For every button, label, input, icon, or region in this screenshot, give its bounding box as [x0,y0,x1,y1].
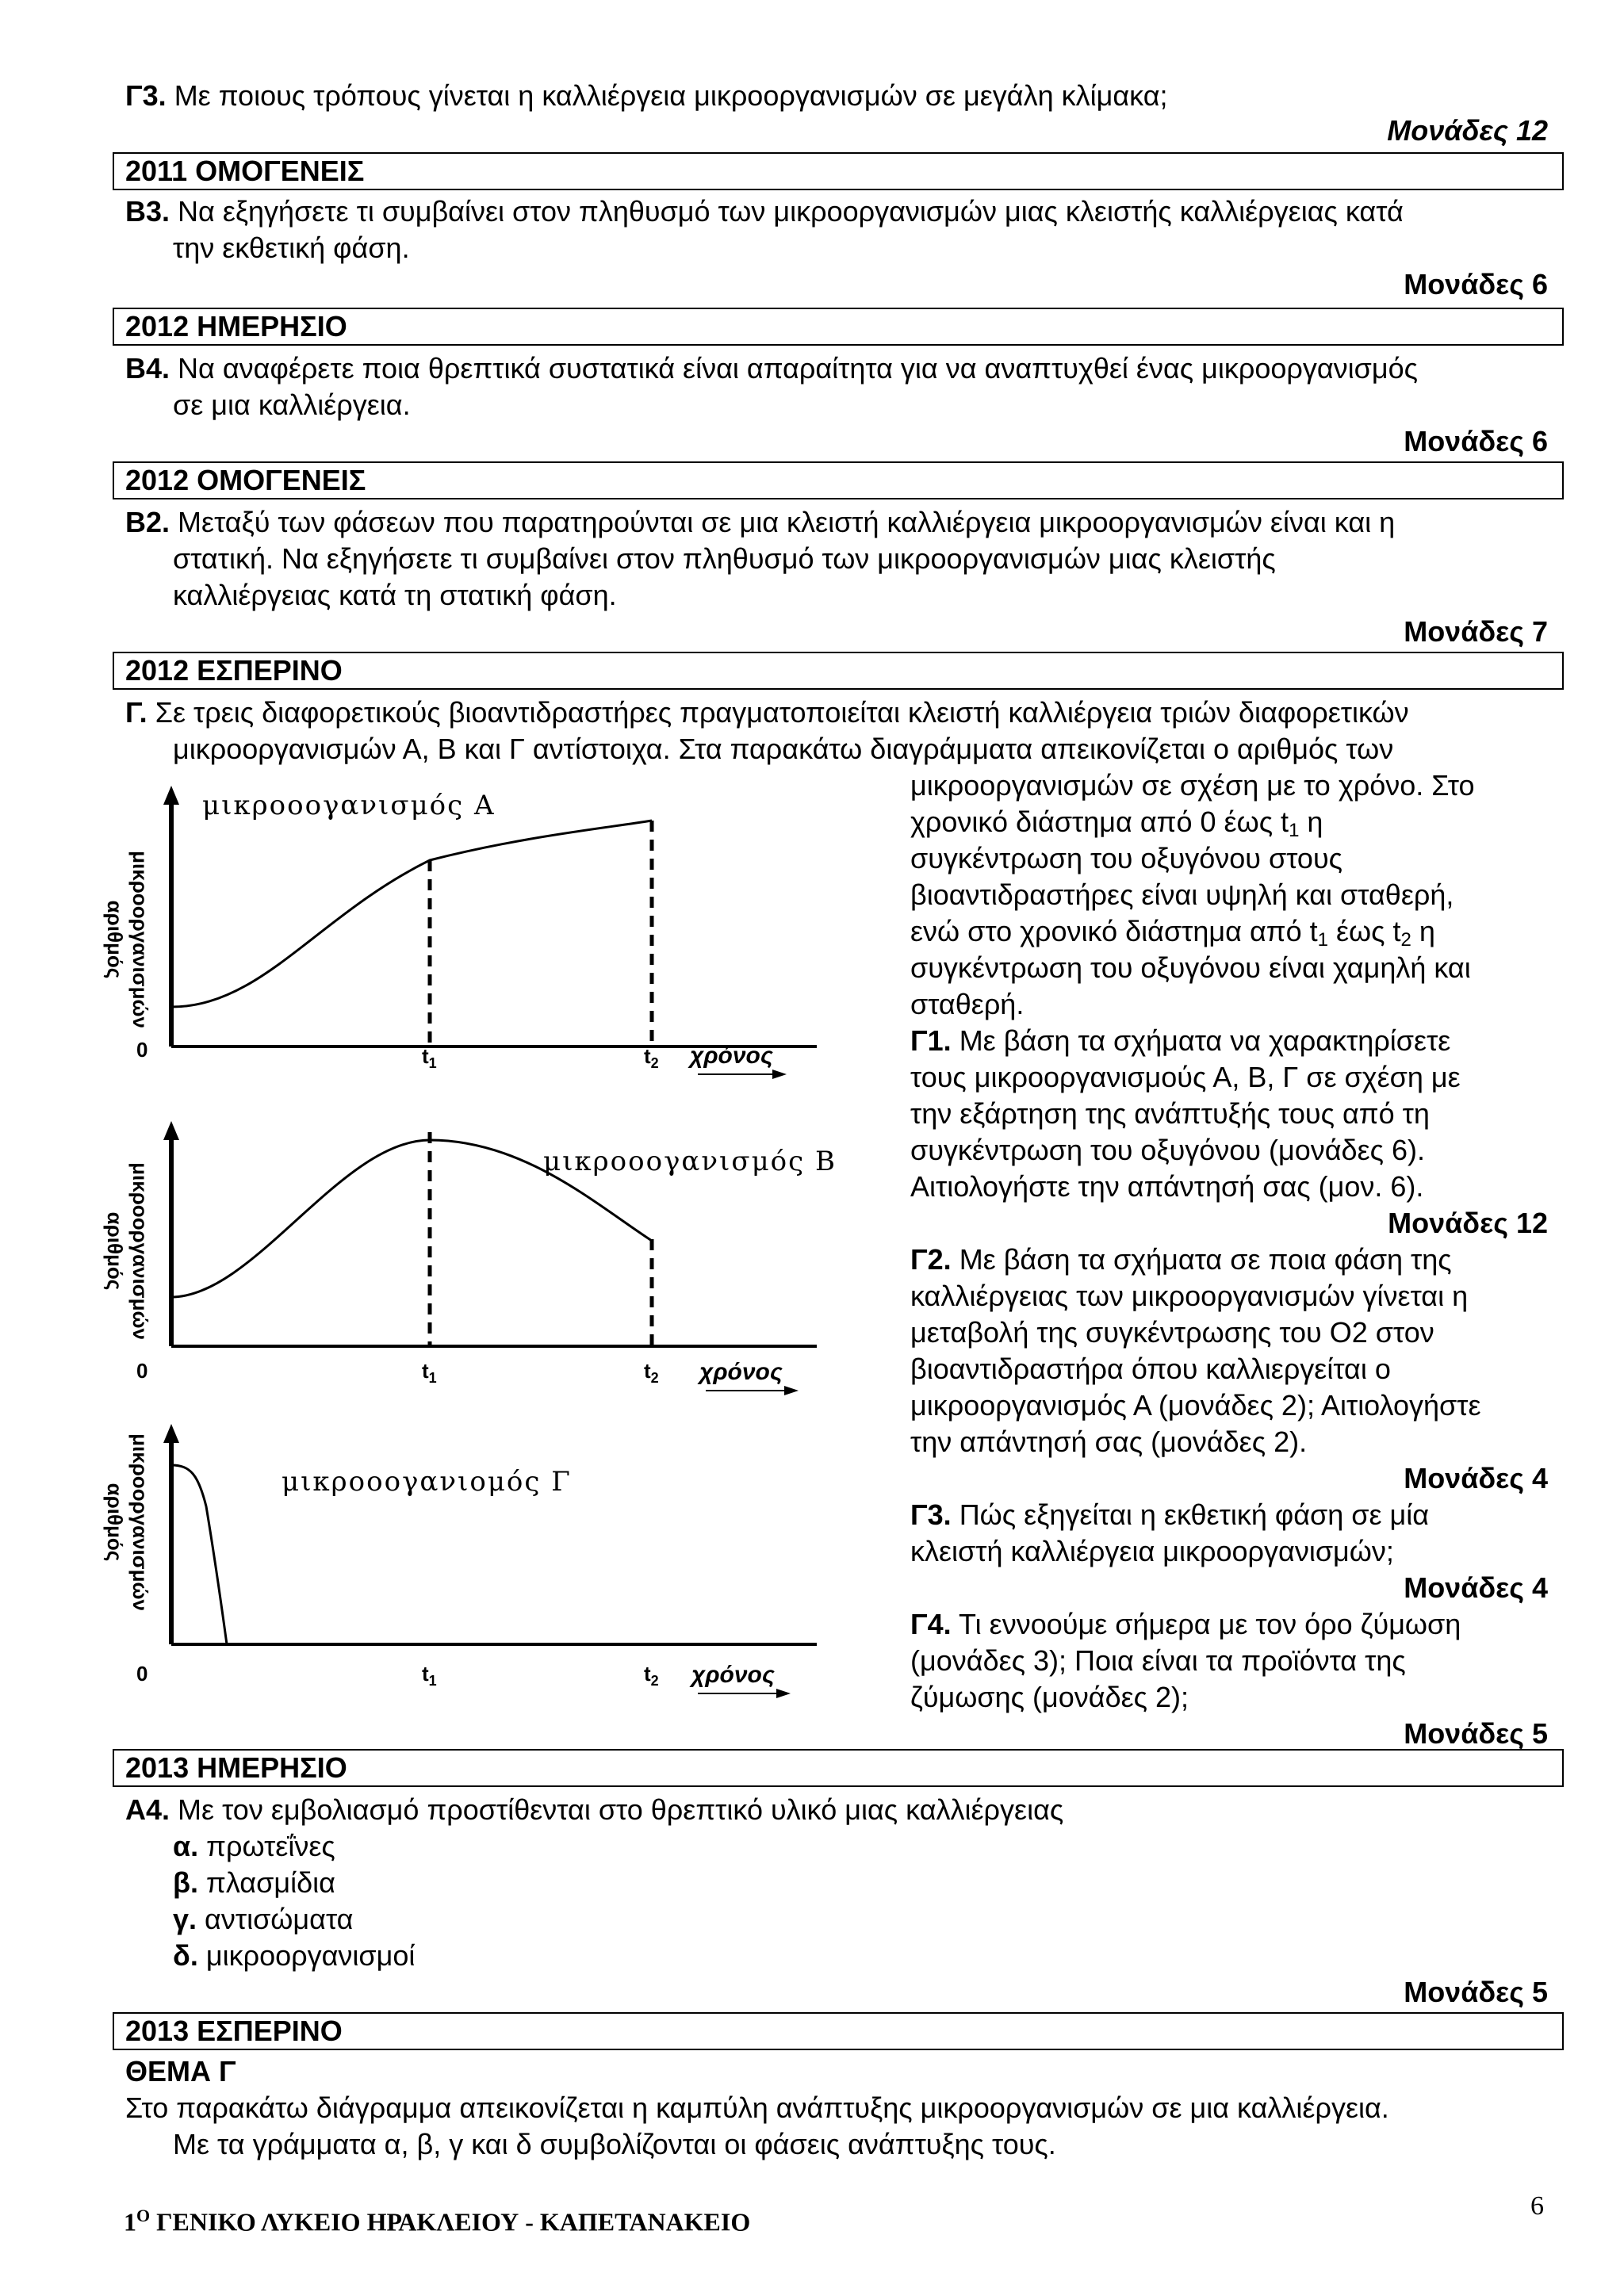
question-text: Στο παρακάτω διάγραμμα απεικονίζεται η καμπύλη ανάπτυξης μικροοργανισμών σε μια καλλιέργεια. [125,2091,1389,2124]
text-line: την απάντησή σας (μονάδες 2). [910,1425,1308,1458]
text-line: συγκέντρωση του οξυγόνου είναι χαμηλή και [910,951,1471,984]
marks-label: Μονάδες 5 [1404,1976,1548,2008]
text-line [910,913,1435,950]
chart-title-a: μικροοογανισμός Α [202,790,496,821]
chart-microorganism-a [79,781,872,1082]
section-header-2012-imerisio: 2012 ΗΜΕΡΗΣΙΟ [113,308,1564,346]
question-number: Γ. [125,696,147,729]
question-number: Β3. [125,195,170,228]
marks-label: Μονάδες 12 [1387,114,1548,147]
section-header-2012-omogeneis: 2012 ΟΜΟΓΕΝΕΙΣ [113,461,1564,499]
subscript: 1 [1289,820,1300,841]
question-text: Με βάση τα σχήματα να χαρακτηρίσετε [959,1024,1451,1057]
t1-letter: t [422,1359,429,1383]
y-axis-arrow [163,1121,179,1140]
question-g3-top [125,78,1168,114]
question-number: Β4. [125,352,170,385]
x-axis-label: χρόνος [691,1662,775,1688]
x-axis-label: χρόνος [690,1043,773,1069]
text-line: ζύμωσης (μονάδες 2); [910,1681,1189,1713]
text-line: συγκέντρωση του οξυγόνου (μονάδες 6). [910,1134,1426,1166]
option-text: πρωτεΐνες [206,1830,335,1862]
text-line: συγκέντρωση του οξυγόνου στους [910,842,1342,874]
t2-sub: 2 [650,1370,659,1386]
text-fragment: χρονικό διάστημα από 0 έως t [910,806,1289,838]
question-number: Γ2. [910,1243,952,1276]
marks-label: Μονάδες 4 [1404,1462,1548,1494]
text-line: κλειστή καλλιέργεια μικροοργανισμών; [910,1535,1394,1567]
question-number: Β2. [125,506,170,538]
x-axis-label: χρόνος [699,1359,783,1385]
t1-label [422,1662,437,1689]
question-b2 [125,504,1395,541]
question-a4 [125,1792,1063,1828]
marks-label: Μονάδες 6 [1404,425,1548,457]
y-axis-arrow [163,786,179,805]
question-text-continued: σε μια καλλιέργεια. [173,388,411,421]
marks-label: Μονάδες 4 [1404,1571,1548,1604]
footer-school-name [124,2198,750,2241]
question-g [125,695,1409,731]
question-g2 [910,1242,1452,1278]
question-text: Σε τρεις διαφορετικούς βιοαντιδραστήρες πραγματοποιείται κλειστή καλλιέργεια τριών διαφορετικών [155,696,1409,729]
chart-microorganism-b [79,1116,872,1418]
option-letter: α. [173,1830,199,1862]
t2-sub: 2 [650,1673,659,1689]
text-line: την εξάρτηση της ανάπτυξής τους από τη [910,1097,1430,1130]
t2-label [644,1662,659,1689]
section-header-2012-esperino: 2012 ΕΣΠΕΡΙΝΟ [113,652,1564,690]
chart-title-g: μικροοογανιομός Γ [282,1466,572,1498]
x-arrow-head [776,1689,791,1698]
option-text: μικροοργανισμοί [205,1939,416,1972]
origin-label: 0 [136,1038,148,1062]
chart-ylabel-2: μικροοργανισμών [128,1433,152,1611]
origin-label: 0 [136,1359,148,1383]
footer-ordinal: 1 [124,2207,136,2237]
text-fragment: έως t [1328,915,1401,947]
question-g3 [910,1497,1429,1533]
theme-title: ΘΕΜΑ Γ [125,2055,236,2087]
text-line: (μονάδες 3); Ποια είναι τα προϊόντα της [910,1644,1406,1677]
section-header-2011-omogeneis: 2011 ΟΜΟΓΕΝΕΙΣ [113,152,1564,190]
t1-sub: 1 [428,1055,437,1071]
question-text: Με βάση τα σχήματα σε ποια φάση της [959,1243,1452,1276]
option-letter: γ. [173,1903,197,1935]
text-line [910,804,1323,840]
question-b4 [125,350,1418,387]
origin-label: 0 [136,1662,148,1686]
t2-label [644,1044,659,1071]
marks-label: Μονάδες 5 [1404,1717,1548,1750]
question-number: Γ3. [125,79,167,112]
x-arrow-head [772,1070,787,1079]
question-text: Πώς εξηγείται η εκθετική φάση σε μία [959,1498,1430,1531]
t2-sub: 2 [650,1055,659,1071]
text-line: μικροοργανισμός Α (μονάδες 2); Αιτιολογήστε [910,1389,1481,1422]
footer-text: ΓΕΝΙΚΟ ΛΥΚΕΙΟ ΗΡΑΚΛΕΙΟΥ - ΚΑΠΕΤΑΝΑΚΕΙΟ [150,2207,751,2237]
question-text: Με τον εμβολιασμό προστίθενται στο θρεπτικό υλικό μιας καλλιέργειας [178,1793,1064,1826]
subscript: 2 [1400,929,1411,951]
footer-superscript: Ο [136,2206,151,2225]
option-a [173,1828,335,1865]
section-header-2013-esperino: 2013 ΕΣΠΕΡΙΝΟ [113,2012,1564,2050]
question-text: Να αναφέρετε ποια θρεπτικά συστατικά είναι απαραίτητα για να αναπτυχθεί ένας μικροοργανισμός [178,352,1418,385]
t1-sub: 1 [428,1673,437,1689]
question-number: Γ4. [910,1608,952,1640]
text-line: σταθερή. [910,988,1025,1020]
question-g4 [910,1606,1461,1643]
chart-microorganism-g [79,1419,872,1720]
question-text: Τι εννοούμε σήμερα με τον όρο ζύμωση [959,1608,1461,1640]
chart-ylabel-1: αριθμός [103,1483,127,1562]
text-line: μεταβολή της συγκέντρωσης του Ο2 στον [910,1316,1434,1349]
t1-letter: t [422,1662,429,1686]
option-letter: δ. [173,1939,198,1972]
text-line: καλλιέργειας των μικροοργανισμών γίνεται η [910,1280,1469,1312]
question-number: Α4. [125,1793,170,1826]
question-text: Με ποιους τρόπους γίνεται η καλλιέργεια μικροοργανισμών σε μεγάλη κλίμακα; [174,79,1168,112]
question-text: Μεταξύ των φάσεων που παρατηρούνται σε μια κλειστή καλλιέργεια μικροοργανισμών είναι και η [178,506,1396,538]
text-fragment: ενώ στο χρονικό διάστημα από t [910,915,1318,947]
question-number: Γ1. [910,1024,952,1057]
question-b3 [125,193,1404,230]
option-letter: β. [173,1866,198,1899]
text-line: Αιτιολογήστε την απάντησή σας (μον. 6). [910,1170,1424,1203]
chart-ylabel-2: μικροοργανισμών [128,1162,152,1340]
chart-title-b: μικροοογανισμός Β [543,1146,837,1177]
text-line: βιοαντιδραστήρες είναι υψηλή και σταθερή, [910,878,1454,911]
question-g1 [910,1023,1450,1059]
text-line: βιοαντιδραστήρα όπου καλλιεργείται ο [910,1353,1391,1385]
option-text: αντισώματα [205,1903,354,1935]
option-b [173,1865,335,1901]
question-text-continued: Με τα γράμματα α, β, γ και δ συμβολίζονται οι φάσεις ανάπτυξης τους. [173,2128,1056,2160]
t1-letter: t [422,1044,429,1068]
option-d [173,1938,415,1974]
x-arrow-head [784,1386,799,1395]
marks-label: Μονάδες 6 [1404,268,1548,300]
marks-label: Μονάδες 12 [1388,1207,1548,1239]
growth-curve-a [171,821,652,1007]
text-line: μικροοργανισμών σε σχέση με το χρόνο. Στο [910,769,1475,802]
question-text-continued: την εκθετική φάση. [173,232,410,264]
question-text-continued: μικροοργανισμών Α, Β και Γ αντίστοιχα. Στα παρακάτω διαγράμματα απεικονίζεται ο αριθμός των [173,733,1394,765]
y-axis-arrow [163,1424,179,1443]
chart-ylabel-2: μικροοργανισμών [128,851,152,1028]
page-number: 6 [1530,2191,1544,2221]
chart-ylabel-1: αριθμός [103,1211,127,1291]
t1-label [422,1359,437,1386]
text-fragment: η [1299,806,1323,838]
section-header-2013-imerisio: 2013 ΗΜΕΡΗΣΙΟ [113,1749,1564,1787]
subscript: 1 [1317,929,1328,951]
option-text: πλασμίδια [206,1866,335,1899]
t1-label [422,1044,437,1071]
text-line: τους μικροοργανισμούς Α, Β, Γ σε σχέση με [910,1061,1461,1093]
question-text: Να εξηγήσετε τι συμβαίνει στον πληθυσμό των μικροοργανισμών μιας κλειστής καλλιέργειας κατά [178,195,1404,228]
text-fragment: η [1411,915,1435,947]
question-text-continued: στατική. Να εξηγήσετε τι συμβαίνει στον πληθυσμό των μικροοργανισμών μιας κλειστής [173,542,1276,575]
t2-letter: t [644,1662,651,1686]
growth-curve-g [171,1465,227,1644]
t2-letter: t [644,1359,651,1383]
t2-label [644,1359,659,1386]
question-text-continued: καλλιέργειας κατά τη στατική φάση. [173,579,617,611]
question-number: Γ3. [910,1498,952,1531]
t1-sub: 1 [428,1370,437,1386]
marks-label: Μονάδες 7 [1404,615,1548,648]
t2-letter: t [644,1044,651,1068]
option-c [173,1901,353,1938]
chart-ylabel-1: αριθμός [103,900,127,979]
